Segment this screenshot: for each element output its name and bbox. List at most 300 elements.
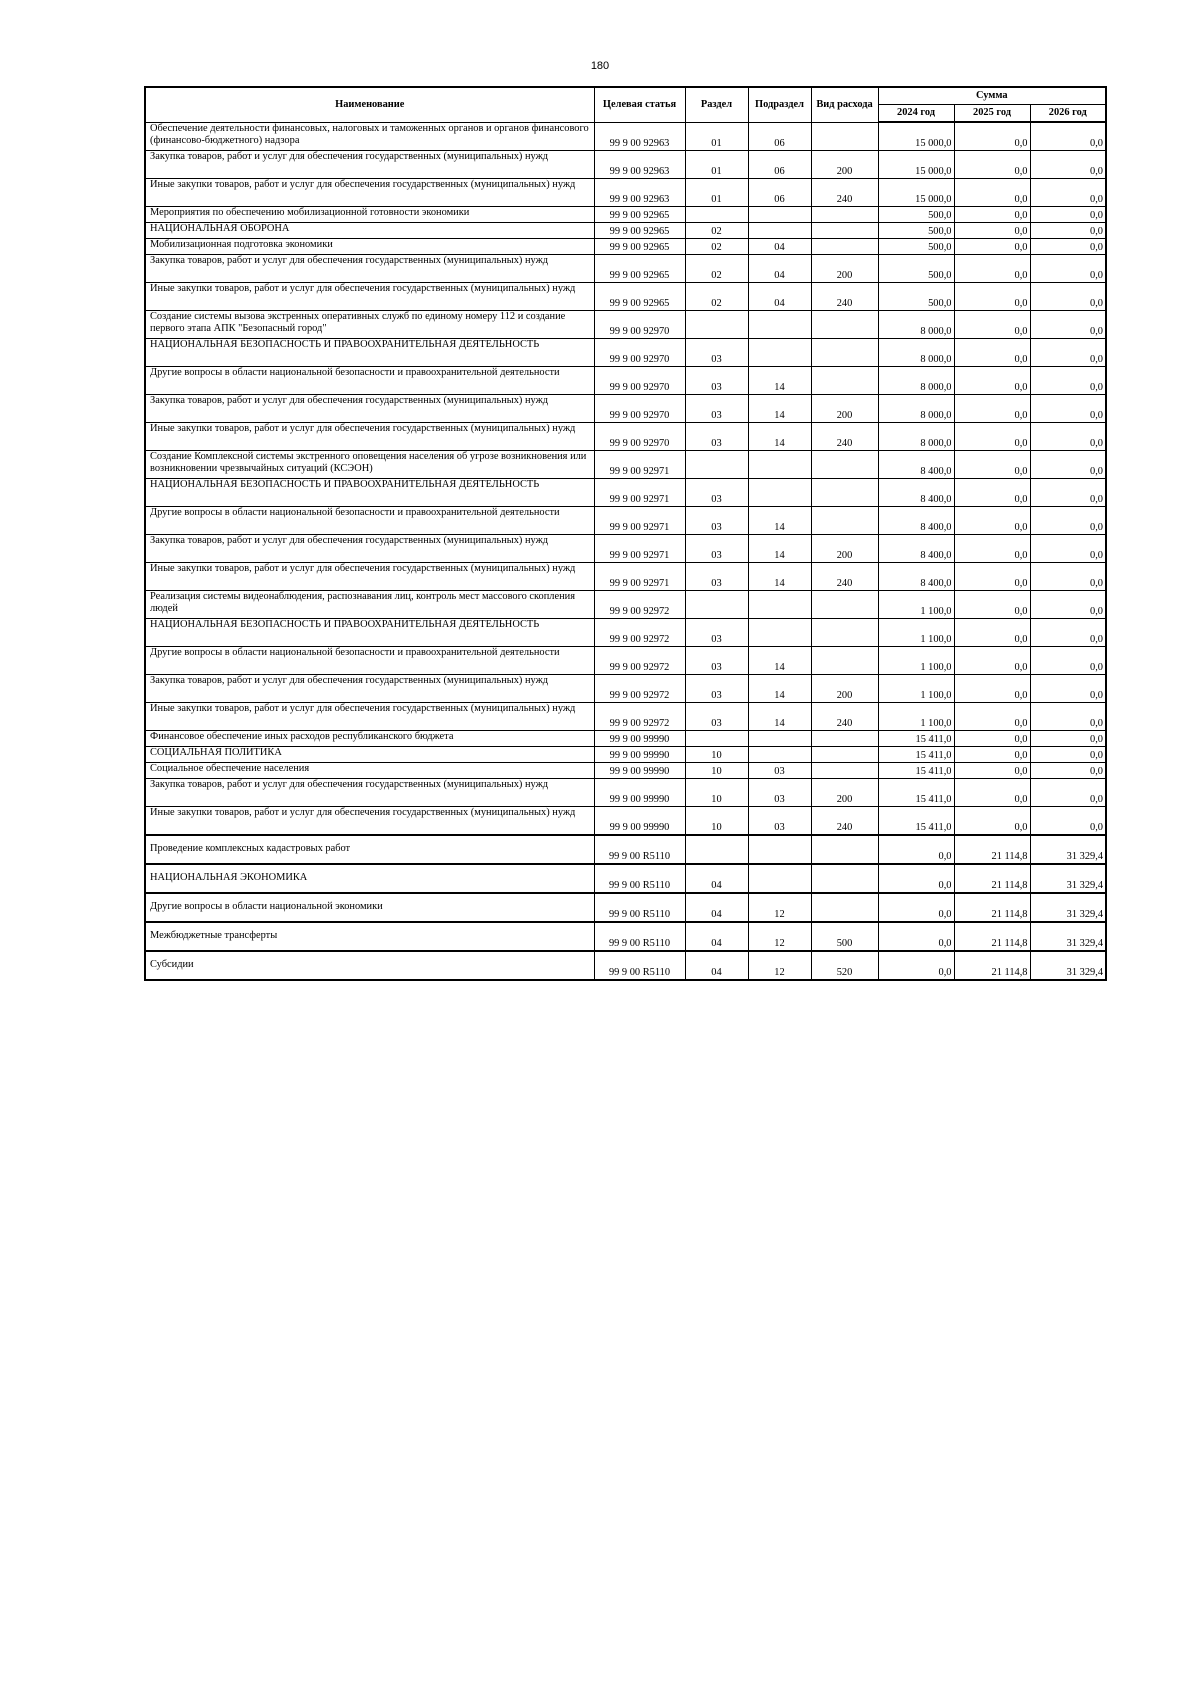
row-target-article: 99 9 00 99990 [594, 763, 685, 779]
row-section: 01 [685, 179, 748, 207]
row-sum-2025: 21 114,8 [954, 835, 1030, 864]
row-name: Закупка товаров, работ и услуг для обеспечения государственных (муниципальных) нужд [145, 151, 594, 179]
row-sum-2025: 0,0 [954, 619, 1030, 647]
row-section: 03 [685, 507, 748, 535]
row-subsection: 14 [748, 675, 811, 703]
row-sum-2026: 0,0 [1030, 122, 1106, 151]
table-row [145, 893, 1106, 922]
row-subsection: 14 [748, 395, 811, 423]
row-expense-type: 240 [811, 563, 878, 591]
row-target-article: 99 9 00 92972 [594, 619, 685, 647]
row-expense-type: 500 [811, 922, 878, 951]
row-sum-2024: 15 411,0 [878, 731, 954, 747]
table-row [145, 179, 1106, 207]
row-subsection [748, 451, 811, 479]
row-sum-2025: 0,0 [954, 703, 1030, 731]
row-name: Реализация системы видеонаблюдения, распознавания лиц, контроль мест массового скопления людей [145, 591, 594, 619]
row-target-article: 99 9 00 99990 [594, 747, 685, 763]
row-target-article: 99 9 00 92970 [594, 311, 685, 339]
row-expense-type [811, 747, 878, 763]
row-subsection: 14 [748, 563, 811, 591]
row-sum-2025: 21 114,8 [954, 893, 1030, 922]
row-sum-2026: 0,0 [1030, 647, 1106, 675]
row-sum-2025: 0,0 [954, 563, 1030, 591]
row-subsection: 03 [748, 779, 811, 807]
row-target-article: 99 9 00 92965 [594, 255, 685, 283]
row-subsection [748, 591, 811, 619]
row-target-article: 99 9 00 92970 [594, 423, 685, 451]
row-sum-2025: 0,0 [954, 591, 1030, 619]
row-name: Иные закупки товаров, работ и услуг для обеспечения государственных (муниципальных) нужд [145, 563, 594, 591]
row-sum-2024: 0,0 [878, 922, 954, 951]
row-subsection [748, 864, 811, 893]
table-row [145, 151, 1106, 179]
row-section: 02 [685, 223, 748, 239]
row-section: 03 [685, 563, 748, 591]
row-sum-2026: 0,0 [1030, 675, 1106, 703]
row-expense-type [811, 339, 878, 367]
row-target-article: 99 9 00 92972 [594, 591, 685, 619]
row-name: Создание Комплексной системы экстренного оповещения населения об угрозе возникновения или возникновении чрезвычайных ситуаций (КСЭОН) [145, 451, 594, 479]
row-sum-2024: 1 100,0 [878, 703, 954, 731]
row-sum-2026: 31 329,4 [1030, 922, 1106, 951]
row-sum-2024: 1 100,0 [878, 675, 954, 703]
row-sum-2025: 0,0 [954, 311, 1030, 339]
row-section: 03 [685, 339, 748, 367]
row-expense-type [811, 122, 878, 151]
row-sum-2024: 500,0 [878, 239, 954, 255]
row-sum-2026: 0,0 [1030, 151, 1106, 179]
header-sum: Сумма [878, 87, 1106, 105]
row-name: Закупка товаров, работ и услуг для обеспечения государственных (муниципальных) нужд [145, 675, 594, 703]
row-expense-type [811, 311, 878, 339]
row-expense-type: 200 [811, 535, 878, 563]
header-expense-type: Вид расхода [811, 87, 878, 122]
row-subsection: 04 [748, 283, 811, 311]
row-sum-2025: 0,0 [954, 179, 1030, 207]
row-target-article: 99 9 00 R5110 [594, 922, 685, 951]
row-name: СОЦИАЛЬНАЯ ПОЛИТИКА [145, 747, 594, 763]
table-row [145, 223, 1106, 239]
row-sum-2026: 0,0 [1030, 763, 1106, 779]
row-subsection: 03 [748, 763, 811, 779]
table-row [145, 675, 1106, 703]
table-row [145, 311, 1106, 339]
row-sum-2025: 0,0 [954, 479, 1030, 507]
row-name: Социальное обеспечение населения [145, 763, 594, 779]
row-section: 02 [685, 255, 748, 283]
table-row [145, 122, 1106, 151]
row-sum-2025: 0,0 [954, 151, 1030, 179]
row-target-article: 99 9 00 92971 [594, 479, 685, 507]
row-target-article: 99 9 00 92971 [594, 451, 685, 479]
table-row [145, 731, 1106, 747]
header-year-2026: 2026 год [1030, 105, 1106, 123]
row-sum-2026: 31 329,4 [1030, 835, 1106, 864]
row-sum-2025: 0,0 [954, 507, 1030, 535]
row-sum-2024: 8 400,0 [878, 535, 954, 563]
row-expense-type [811, 207, 878, 223]
row-section: 03 [685, 479, 748, 507]
row-subsection: 14 [748, 647, 811, 675]
row-target-article: 99 9 00 92972 [594, 703, 685, 731]
row-sum-2026: 31 329,4 [1030, 893, 1106, 922]
row-sum-2024: 1 100,0 [878, 619, 954, 647]
row-section: 10 [685, 779, 748, 807]
row-section: 04 [685, 893, 748, 922]
row-sum-2026: 0,0 [1030, 207, 1106, 223]
row-sum-2025: 0,0 [954, 223, 1030, 239]
row-target-article: 99 9 00 R5110 [594, 835, 685, 864]
row-sum-2026: 31 329,4 [1030, 951, 1106, 980]
table-row [145, 763, 1106, 779]
row-section: 10 [685, 807, 748, 836]
row-sum-2026: 0,0 [1030, 367, 1106, 395]
row-section: 02 [685, 239, 748, 255]
row-expense-type [811, 479, 878, 507]
table-row [145, 951, 1106, 980]
row-name: НАЦИОНАЛЬНАЯ ЭКОНОМИКА [145, 864, 594, 893]
row-name: Иные закупки товаров, работ и услуг для обеспечения государственных (муниципальных) нужд [145, 283, 594, 311]
row-section [685, 835, 748, 864]
row-name: Мобилизационная подготовка экономики [145, 239, 594, 255]
row-expense-type: 200 [811, 779, 878, 807]
row-sum-2025: 0,0 [954, 239, 1030, 255]
row-sum-2024: 8 400,0 [878, 507, 954, 535]
row-expense-type [811, 619, 878, 647]
header-subsection: Подраздел [748, 87, 811, 122]
row-sum-2024: 1 100,0 [878, 591, 954, 619]
row-subsection: 12 [748, 893, 811, 922]
row-target-article: 99 9 00 99990 [594, 731, 685, 747]
row-expense-type [811, 367, 878, 395]
row-section: 04 [685, 864, 748, 893]
table-row [145, 807, 1106, 836]
row-section: 04 [685, 922, 748, 951]
row-sum-2025: 0,0 [954, 807, 1030, 836]
row-name: Другие вопросы в области национальной экономики [145, 893, 594, 922]
header-target-article: Целевая статья [594, 87, 685, 122]
row-sum-2024: 15 000,0 [878, 179, 954, 207]
row-subsection [748, 619, 811, 647]
row-expense-type: 520 [811, 951, 878, 980]
row-subsection [748, 339, 811, 367]
row-target-article: 99 9 00 R5110 [594, 951, 685, 980]
header-year-2025: 2025 год [954, 105, 1030, 123]
row-sum-2025: 21 114,8 [954, 922, 1030, 951]
row-sum-2024: 1 100,0 [878, 647, 954, 675]
row-target-article: 99 9 00 92972 [594, 675, 685, 703]
row-sum-2024: 15 411,0 [878, 747, 954, 763]
row-sum-2024: 0,0 [878, 893, 954, 922]
row-sum-2026: 0,0 [1030, 747, 1106, 763]
row-name: НАЦИОНАЛЬНАЯ БЕЗОПАСНОСТЬ И ПРАВООХРАНИТЕЛЬНАЯ ДЕЯТЕЛЬНОСТЬ [145, 479, 594, 507]
row-subsection [748, 835, 811, 864]
row-sum-2025: 0,0 [954, 339, 1030, 367]
row-sum-2025: 0,0 [954, 423, 1030, 451]
row-target-article: 99 9 00 92965 [594, 239, 685, 255]
row-sum-2024: 15 411,0 [878, 779, 954, 807]
row-target-article: 99 9 00 99990 [594, 779, 685, 807]
row-expense-type [811, 864, 878, 893]
row-subsection: 03 [748, 807, 811, 836]
row-sum-2026: 0,0 [1030, 283, 1106, 311]
row-sum-2024: 500,0 [878, 255, 954, 283]
row-sum-2026: 0,0 [1030, 451, 1106, 479]
row-name: Межбюджетные трансферты [145, 922, 594, 951]
row-sum-2026: 31 329,4 [1030, 864, 1106, 893]
row-target-article: 99 9 00 92965 [594, 283, 685, 311]
row-target-article: 99 9 00 92965 [594, 223, 685, 239]
row-name: НАЦИОНАЛЬНАЯ ОБОРОНА [145, 223, 594, 239]
row-subsection: 14 [748, 535, 811, 563]
row-sum-2025: 0,0 [954, 283, 1030, 311]
row-subsection [748, 207, 811, 223]
row-section: 03 [685, 367, 748, 395]
header-year-2024: 2024 год [878, 105, 954, 123]
table-row [145, 747, 1106, 763]
table-row [145, 423, 1106, 451]
row-section [685, 591, 748, 619]
row-sum-2025: 21 114,8 [954, 864, 1030, 893]
row-name: Закупка товаров, работ и услуг для обеспечения государственных (муниципальных) нужд [145, 779, 594, 807]
row-subsection: 04 [748, 255, 811, 283]
row-name: Другие вопросы в области национальной безопасности и правоохранительной деятельности [145, 507, 594, 535]
row-section [685, 451, 748, 479]
row-sum-2025: 0,0 [954, 675, 1030, 703]
row-sum-2025: 0,0 [954, 367, 1030, 395]
row-sum-2024: 8 000,0 [878, 367, 954, 395]
row-section [685, 311, 748, 339]
header-name: Наименование [145, 87, 594, 122]
table-row [145, 255, 1106, 283]
row-sum-2025: 0,0 [954, 122, 1030, 151]
row-section: 10 [685, 747, 748, 763]
row-sum-2024: 8 400,0 [878, 451, 954, 479]
row-expense-type: 240 [811, 807, 878, 836]
row-section: 03 [685, 647, 748, 675]
row-subsection [748, 747, 811, 763]
table-row [145, 507, 1106, 535]
row-target-article: 99 9 00 R5110 [594, 864, 685, 893]
row-section: 03 [685, 395, 748, 423]
row-target-article: 99 9 00 92963 [594, 122, 685, 151]
table-row [145, 395, 1106, 423]
row-sum-2026: 0,0 [1030, 423, 1106, 451]
row-name: НАЦИОНАЛЬНАЯ БЕЗОПАСНОСТЬ И ПРАВООХРАНИТЕЛЬНАЯ ДЕЯТЕЛЬНОСТЬ [145, 339, 594, 367]
table-body [145, 122, 1106, 980]
row-expense-type [811, 893, 878, 922]
row-expense-type [811, 239, 878, 255]
row-name: Субсидии [145, 951, 594, 980]
row-name: НАЦИОНАЛЬНАЯ БЕЗОПАСНОСТЬ И ПРАВООХРАНИТЕЛЬНАЯ ДЕЯТЕЛЬНОСТЬ [145, 619, 594, 647]
row-sum-2026: 0,0 [1030, 703, 1106, 731]
row-sum-2024: 15 000,0 [878, 122, 954, 151]
row-name: Создание системы вызова экстренных оперативных служб по единому номеру 112 и создание первого этапа АПК "Безопасный город" [145, 311, 594, 339]
row-sum-2024: 8 000,0 [878, 311, 954, 339]
row-sum-2026: 0,0 [1030, 507, 1106, 535]
row-name: Другие вопросы в области национальной безопасности и правоохранительной деятельности [145, 367, 594, 395]
row-expense-type [811, 507, 878, 535]
row-subsection: 06 [748, 122, 811, 151]
table-row [145, 922, 1106, 951]
row-sum-2024: 8 400,0 [878, 479, 954, 507]
row-sum-2025: 0,0 [954, 535, 1030, 563]
row-expense-type: 240 [811, 423, 878, 451]
row-name: Проведение комплексных кадастровых работ [145, 835, 594, 864]
row-expense-type: 200 [811, 675, 878, 703]
row-name: Закупка товаров, работ и услуг для обеспечения государственных (муниципальных) нужд [145, 395, 594, 423]
row-subsection [748, 223, 811, 239]
row-section: 04 [685, 951, 748, 980]
page-number: 180 [590, 60, 610, 72]
row-target-article: 99 9 00 92971 [594, 535, 685, 563]
row-section: 01 [685, 122, 748, 151]
row-section [685, 207, 748, 223]
row-name: Иные закупки товаров, работ и услуг для обеспечения государственных (муниципальных) нужд [145, 807, 594, 836]
row-sum-2025: 0,0 [954, 451, 1030, 479]
row-sum-2026: 0,0 [1030, 339, 1106, 367]
table-row [145, 591, 1106, 619]
table-row [145, 647, 1106, 675]
row-section: 03 [685, 703, 748, 731]
row-section: 10 [685, 763, 748, 779]
row-name: Иные закупки товаров, работ и услуг для обеспечения государственных (муниципальных) нужд [145, 703, 594, 731]
row-sum-2024: 500,0 [878, 223, 954, 239]
table-row [145, 703, 1106, 731]
row-sum-2026: 0,0 [1030, 807, 1106, 836]
row-sum-2026: 0,0 [1030, 731, 1106, 747]
row-section: 03 [685, 423, 748, 451]
row-expense-type [811, 731, 878, 747]
table-row [145, 283, 1106, 311]
row-sum-2024: 15 411,0 [878, 807, 954, 836]
row-name: Иные закупки товаров, работ и услуг для обеспечения государственных (муниципальных) нужд [145, 179, 594, 207]
row-sum-2026: 0,0 [1030, 239, 1106, 255]
row-sum-2026: 0,0 [1030, 563, 1106, 591]
table-row [145, 535, 1106, 563]
row-sum-2024: 0,0 [878, 951, 954, 980]
row-sum-2024: 8 000,0 [878, 395, 954, 423]
row-sum-2024: 15 411,0 [878, 763, 954, 779]
row-sum-2026: 0,0 [1030, 779, 1106, 807]
row-name: Закупка товаров, работ и услуг для обеспечения государственных (муниципальных) нужд [145, 255, 594, 283]
row-sum-2025: 0,0 [954, 207, 1030, 223]
row-target-article: 99 9 00 92963 [594, 151, 685, 179]
row-section: 03 [685, 675, 748, 703]
row-target-article: 99 9 00 92963 [594, 179, 685, 207]
row-section [685, 731, 748, 747]
row-subsection: 04 [748, 239, 811, 255]
row-sum-2025: 0,0 [954, 647, 1030, 675]
row-expense-type: 200 [811, 151, 878, 179]
table-row [145, 864, 1106, 893]
row-expense-type [811, 647, 878, 675]
row-expense-type: 240 [811, 283, 878, 311]
row-target-article: 99 9 00 92971 [594, 507, 685, 535]
row-sum-2025: 0,0 [954, 779, 1030, 807]
row-expense-type [811, 591, 878, 619]
row-sum-2025: 0,0 [954, 747, 1030, 763]
table-row [145, 563, 1106, 591]
row-subsection [748, 479, 811, 507]
row-expense-type: 200 [811, 395, 878, 423]
table-row [145, 239, 1106, 255]
row-expense-type [811, 835, 878, 864]
table-row [145, 207, 1106, 223]
row-subsection: 14 [748, 507, 811, 535]
row-sum-2026: 0,0 [1030, 479, 1106, 507]
table-row [145, 619, 1106, 647]
row-subsection: 06 [748, 151, 811, 179]
row-sum-2024: 8 000,0 [878, 339, 954, 367]
row-target-article: 99 9 00 92965 [594, 207, 685, 223]
row-subsection: 12 [748, 922, 811, 951]
row-name: Финансовое обеспечение иных расходов республиканского бюджета [145, 731, 594, 747]
row-target-article: 99 9 00 R5110 [594, 893, 685, 922]
row-name: Другие вопросы в области национальной безопасности и правоохранительной деятельности [145, 647, 594, 675]
row-name: Иные закупки товаров, работ и услуг для обеспечения государственных (муниципальных) нужд [145, 423, 594, 451]
row-subsection: 14 [748, 423, 811, 451]
row-name: Обеспечение деятельности финансовых, налоговых и таможенных органов и органов финансового (финансово-бюджетного) надзора [145, 122, 594, 151]
table-row [145, 479, 1106, 507]
row-sum-2026: 0,0 [1030, 311, 1106, 339]
row-sum-2026: 0,0 [1030, 179, 1106, 207]
row-sum-2025: 0,0 [954, 395, 1030, 423]
row-section: 03 [685, 619, 748, 647]
row-subsection [748, 731, 811, 747]
row-subsection: 06 [748, 179, 811, 207]
row-subsection: 14 [748, 703, 811, 731]
budget-table [144, 86, 1107, 981]
row-sum-2026: 0,0 [1030, 619, 1106, 647]
row-subsection [748, 311, 811, 339]
table-row [145, 367, 1106, 395]
row-section: 01 [685, 151, 748, 179]
row-target-article: 99 9 00 92970 [594, 367, 685, 395]
table-row [145, 835, 1106, 864]
row-sum-2025: 0,0 [954, 763, 1030, 779]
row-sum-2024: 8 400,0 [878, 563, 954, 591]
row-section: 03 [685, 535, 748, 563]
row-target-article: 99 9 00 92970 [594, 395, 685, 423]
row-sum-2026: 0,0 [1030, 591, 1106, 619]
row-name: Мероприятия по обеспечению мобилизационной готовности экономики [145, 207, 594, 223]
table-row [145, 339, 1106, 367]
table-row [145, 779, 1106, 807]
row-sum-2024: 500,0 [878, 207, 954, 223]
row-expense-type: 240 [811, 703, 878, 731]
row-sum-2026: 0,0 [1030, 255, 1106, 283]
row-expense-type [811, 223, 878, 239]
row-expense-type [811, 451, 878, 479]
row-sum-2026: 0,0 [1030, 535, 1106, 563]
row-sum-2026: 0,0 [1030, 223, 1106, 239]
row-sum-2025: 21 114,8 [954, 951, 1030, 980]
row-sum-2025: 0,0 [954, 255, 1030, 283]
row-sum-2026: 0,0 [1030, 395, 1106, 423]
row-name: Закупка товаров, работ и услуг для обеспечения государственных (муниципальных) нужд [145, 535, 594, 563]
row-expense-type: 240 [811, 179, 878, 207]
row-sum-2024: 8 000,0 [878, 423, 954, 451]
row-expense-type [811, 763, 878, 779]
row-sum-2025: 0,0 [954, 731, 1030, 747]
row-sum-2024: 500,0 [878, 283, 954, 311]
row-expense-type: 200 [811, 255, 878, 283]
row-target-article: 99 9 00 92970 [594, 339, 685, 367]
row-target-article: 99 9 00 92971 [594, 563, 685, 591]
row-target-article: 99 9 00 92972 [594, 647, 685, 675]
